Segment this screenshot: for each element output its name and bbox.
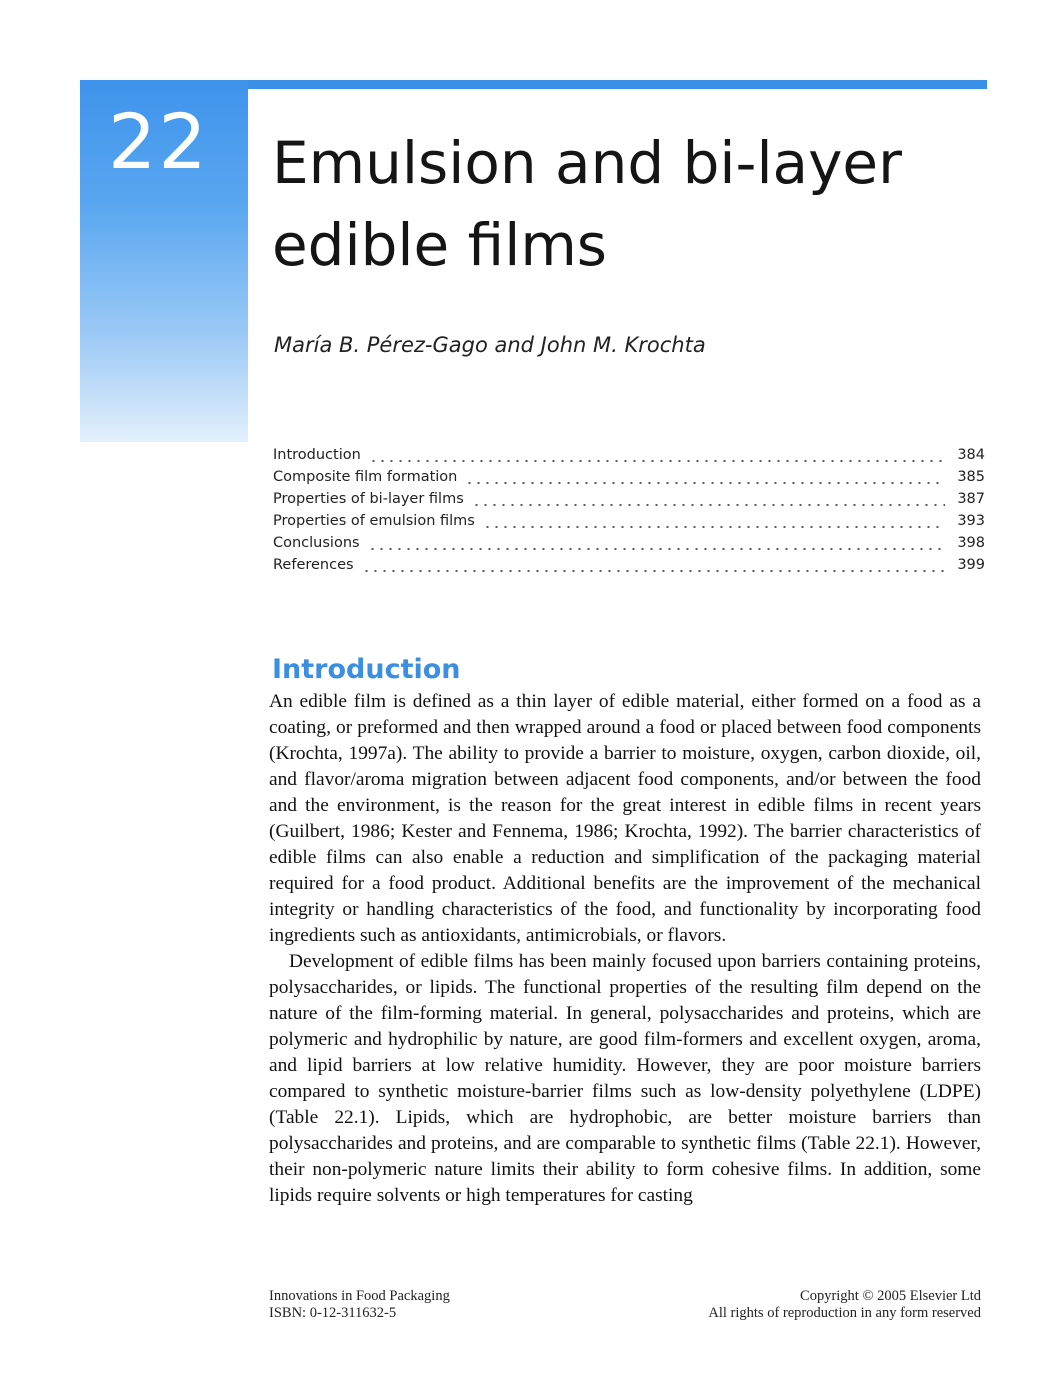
- toc-entry-label: Properties of emulsion films: [273, 513, 475, 529]
- toc-entry-page: 384: [957, 447, 985, 463]
- section-heading: Introduction: [272, 654, 461, 685]
- footer-book-title: Innovations in Food Packaging: [269, 1288, 450, 1304]
- toc-entry[interactable]: [273, 557, 985, 579]
- toc-entry[interactable]: [273, 535, 985, 557]
- footer-copyright: Copyright © 2005 Elsevier Ltd: [800, 1288, 981, 1304]
- paragraph: An edible film is defined as a thin layer of edible material, either formed on a food as a coating, or preformed and then wrapped around a food or placed between food components (Krochta, 1997a). The ability to provide a barrier to moisture, oxygen, carbon dioxide, oil, and flavor/aroma migration between adjacent food components, and/or between the food and the environment, is the reason for the great interest in edible films in recent years (Guilbert, 1986; Kester and Fennema, 1986; Krochta, 1992). The barrier characteristics of edible films can also enable a reduction and simplification of the packaging material required for a food product. Additional benefits are the improvement of the mechanical integrity or handling characteristics of the food, and functionality by incorporating food ingredients such as antioxidants, antimicrobials, or flavors.: [269, 691, 981, 946]
- toc-leader-dots: [465, 481, 945, 485]
- footer-right: [708, 1288, 981, 1322]
- toc-entry-page: 399: [957, 557, 985, 573]
- toc-entry-page: 385: [957, 469, 985, 485]
- toc-entry-page: 398: [957, 535, 985, 551]
- toc-entry[interactable]: [273, 491, 985, 513]
- body-text: [269, 689, 981, 1209]
- chapter-title: Emulsion and bi-layer edible films: [272, 129, 902, 279]
- toc-entry[interactable]: [273, 513, 985, 535]
- toc-entry-label: Introduction: [273, 447, 361, 463]
- toc-entry-page: 387: [957, 491, 985, 507]
- toc-entry[interactable]: [273, 447, 985, 469]
- table-of-contents: [273, 447, 985, 579]
- chapter-authors: María B. Pérez-Gago and John M. Krochta: [274, 333, 706, 357]
- toc-leader-dots: [362, 569, 945, 573]
- paragraph: Development of edible films has been mainly focused upon barriers containing proteins, polysaccharides, or lipids. The functional properties of the resulting film depend on the nature of the film-forming material. In general, polysaccharides and proteins, which are polymeric and hydrophilic by nature, are good film-formers and excellent oxygen, aroma, and lipid barriers at low relative humidity. However, they are poor moisture barriers compared to synthetic moisture-barrier films such as low-density polyethylene (LDPE) (Table 22.1). Lipids, which are hydrophobic, are better moisture barriers than polysaccharides and proteins, and are comparable to synthetic films (Table 22.1). However, their non-polymeric nature limits their ability to form cohesive films. In addition, some lipids require solvents or high temperatures for casting: [269, 951, 981, 1206]
- toc-entry-page: 393: [957, 513, 985, 529]
- footer-rights: All rights of reproduction in any form reserved: [708, 1305, 981, 1321]
- toc-leader-dots: [472, 503, 945, 507]
- footer-left: [269, 1288, 450, 1322]
- toc-entry-label: References: [273, 557, 354, 573]
- toc-entry-label: Conclusions: [273, 535, 360, 551]
- footer-isbn: ISBN: 0-12-311632-5: [269, 1305, 397, 1321]
- toc-leader-dots: [483, 525, 945, 529]
- toc-leader-dots: [368, 547, 945, 551]
- chapter-number: 22: [108, 97, 209, 186]
- toc-leader-dots: [369, 459, 945, 463]
- toc-entry-label: Properties of bi-layer films: [273, 491, 464, 507]
- toc-entry[interactable]: [273, 469, 985, 491]
- toc-entry-label: Composite film formation: [273, 469, 458, 485]
